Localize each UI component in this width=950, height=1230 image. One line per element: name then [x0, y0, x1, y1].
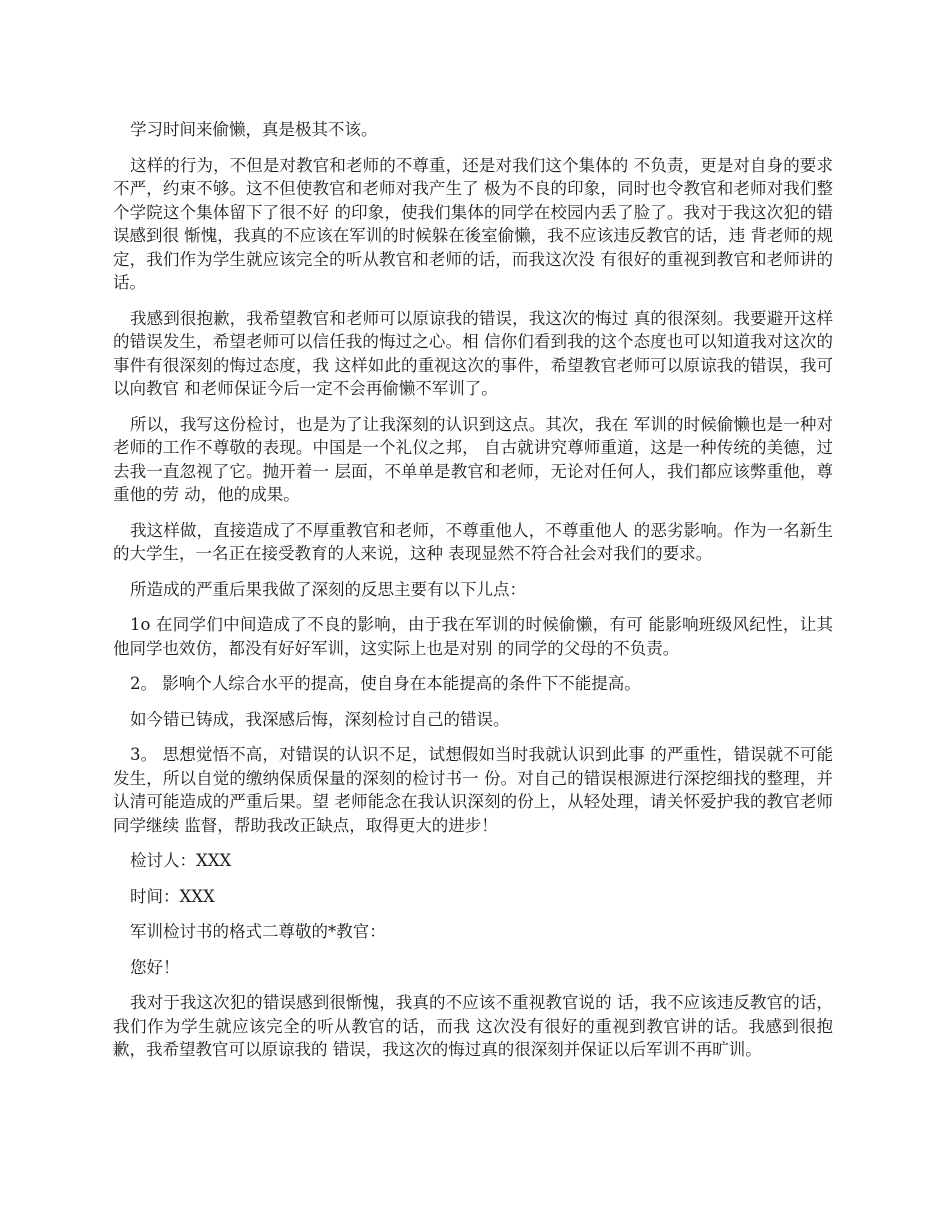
paragraph-apology: 我感到很抱歉，我希望教官和老师可以原谅我的错误，我这次的悔过 真的很深刻。我要避开这样的错误发生，希望老师可以信任我的悔过之心。相 信你们看到我的这个态度也可以知道我对这次的事件有很深刻的悔过态度，我 这样如此的重视这次的事件，希望教官老师可以原谅我的错误，我可以向教官 和老师保证今后一定不会再偷懒不军训了。 — [113, 308, 833, 398]
list-item-point-1: 1o 在同学们中间造成了不良的影响，由于我在军训的时候偷懒，有可 能影响班级风纪性，让其他同学也效仿，都没有好好军训，这实际上也是对别 的同学的父母的不负责。 — [113, 615, 833, 658]
paragraph-disrespect: 这样的行为，不但是对教官和老师的不尊重，还是对我们这个集体的 不负责，更是对自身的要求不严，约束不够。这不但使教官和老师对我产生了 极为不良的印象，同时也令教官和老师对我们整个学院这个集体留下了很不好 的印象，使我们集体的同学在校园内丢了脸了。我对于我这次犯的错误感到很 惭愧，我真的不应该在军训的时候躲在後室偷懒，我不应该违反教官的话，违 背老师的规定，我们作为学生就应该完全的听从教官和老师的话，而我这次没 有很好的重视到教官和老师讲的话。 — [113, 155, 833, 292]
signature-author: 检讨人：XXX — [130, 851, 232, 870]
paragraph-second-letter-body: 我对于我这次犯的错误感到很惭愧，我真的不应该不重视教官说的 话，我不应该违反教官的话，我们作为学生就应该完全的听从教官的话，而我 这次没有很好的重视到教官讲的话。我感到很抱歉，我希望教官可以原谅我的 错误，我这次的悔过真的很深刻并保证以后军训不再旷训。 — [113, 993, 833, 1059]
list-item-point-3: 3。 思想觉悟不高，对错误的认识不足，试想假如当时我就认识到此事 的严重性，错误就不可能发生，所以自觉的缴纳保质保量的深刻的检讨书一 份。对自己的错误根源进行深挖细找的整理，并认清可能造成的严重后果。望 老师能念在我认识深刻的份上，从轻处理，请关怀爱护我的教官老师同学继续 监督，帮助我改正缺点，取得更大的进步！ — [113, 745, 833, 835]
signature-date: 时间：XXX — [130, 886, 215, 906]
list-item-point-2: 2。 影响个人综合水平的提高，使自身在本能提高的条件下不能提高。 — [130, 674, 641, 693]
paragraph-consequence: 我这样做，直接造成了不厚重教官和老师，不尊重他人，不尊重他人 的恶劣影响。作为一名新生的大学生，一名正在接受教育的人来说，这种 表现显然不符合社会对我们的要求。 — [113, 520, 833, 563]
document-page — [113, 118, 833, 1074]
paragraph-reflection: 所以，我写这份检讨，也是为了让我深刻的认识到这点。其次，我在 军训的时候偷懒也是一种对老师的工作不尊敬的表现。中国是一个礼仪之邦， 自古就讲究尊师重道，这是一种传统的美德，过去我一直忽视了它。抛开着一 层面，不单单是教官和老师，无论对任何人，我们都应该弊重他，尊重他的劳 动，他的成果。 — [113, 414, 833, 504]
greeting: 您好！ — [130, 957, 180, 977]
paragraph-continuation: 学习时间来偷懒，真是极其不该。 — [130, 120, 378, 139]
section-heading-format-two: 军训检讨书的格式二尊敬的*教官： — [130, 922, 386, 941]
paragraph-points-intro: 所造成的严重后果我做了深刻的反思主要有以下儿点： — [130, 579, 526, 599]
paragraph-regret: 如今错已铸成，我深感后悔，深刻检讨自己的错误。 — [130, 709, 510, 729]
